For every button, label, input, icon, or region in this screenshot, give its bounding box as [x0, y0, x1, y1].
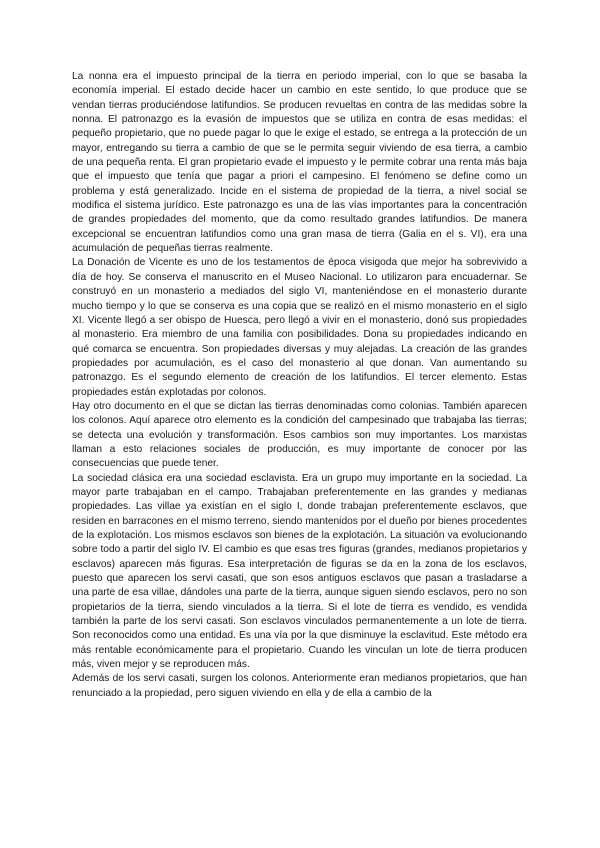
- paragraph-donacion-vicente: La Donación de Vicente es uno de los testamentos de época visigoda que mejor ha sobrevivido a día de hoy. Se conserva el manuscrito en el Museo Nacional. Lo utilizaron para encuadernar. Se construyó en un monasterio a mediados del siglo VI, manteniéndose en el monasterio durante mucho tiempo y lo que se conserva es una copia que se realizó en el mismo monasterio en el siglo XI. Vicente llegó a ser obispo de Huesca, pero llegó a vivir en el monasterio, donó sus propiedades al monasterio. Era miembro de una familia con posibilidades. Dona su propiedades indicando en qué comarca se encuentra. Son propiedades diversas y muy alejadas. La creación de las grandes propiedades por acumulación, es el caso del monasterio al que donan. Van aumentando su patronazgo. Es el segundo elemento de creación de los latifundios. El tercer elemento. Estas propiedades están explotadas por colonos.: [72, 257, 527, 398]
- paragraph-nonna-patronazgo: La nonna era el impuesto principal de la tierra en periodo imperial, con lo que se basaba la economía imperial. El estado decide hacer un cambio en este sentido, lo que produce que se vendan tierras produciéndose latifundios. Se producen revueltas en contra de las medidas sobre la nonna. El patronazgo es la evasión de impuestos que se utiliza en contra de esas medidas: el pequeño propietario, que no puede pagar lo que le exige el estado, se entrega a la protección de un mayor, entregando su tierra a cambio de que se le permita seguir viviendo de esa tierra, a cambio de una pequeña renta. El gran propietario evade el impuesto y le permite cobrar una renta más baja que el impuesto que tenía que pagar a priori el campesino. El fenómeno se define como un problema y está generalizado. Incide en el sistema de propiedad de la tierra, a nivel social se modifica el sistema jurídico. Este patronazgo es una de las vías importantes para la concentración de grandes propiedades del momento, que da como resultado grandes latifundios. De manera excepcional se encuentran latifundios como una gran masa de tierra (Galia en el s. VI), era una acumulación de pequeñas tierras realmente.: [72, 71, 527, 255]
- paragraph-sociedad-esclavista: La sociedad clásica era una sociedad esclavista. Era un grupo muy importante en la sociedad. La mayor parte trabajaban en el campo. Trabajaban preferentemente en las grandes y medianas propiedades. Las villae ya existían en el siglo I, donde trabajan preferentemente esclavos, que residen en barracones en el mismo terreno, siendo mantenidos por el dueño por bienes procedentes de la explotación. Los mismos esclavos son bienes de la explotación. La situación va evolucionando sobre todo a partir del siglo IV. El cambio es que esas tres figuras (grandes, medianos propietarios y esclavos) aparecen más figuras. Esa interpretación de figuras se da en la zona de los esclavos, puesto que aparecen los servi casati, que son esos antiguos esclavos que pasan a trasladarse a una parte de esa villae, dándoles una parte de la tierra, aunque siguen siendo esclavos, pero no son propietarios de la tierra, siendo vinculados a la tierra. Si el lote de tierra es vendido, es vendida también la parte de los servi casati. Son esclavos vinculados permanentemente a un lote de tierra. Son reconocidos como una entidad. Es una vía por la que disminuye la esclavitud. Este método era más rentable económicamente para el propietario. Cuando les vinculan un lote de tierra producen más, viven mejor y se reproducen más.: [72, 472, 527, 671]
- document-page: [72, 70, 527, 701]
- paragraph-colonos: Además de los servi casati, surgen los colonos. Anteriormente eran medianos propietarios, que han renunciado a la propiedad, pero siguen viviendo en ella y de ella a cambio de la: [72, 673, 527, 699]
- paragraph-colonias: Hay otro documento en el que se dictan las tierras denominadas como colonias. También aparecen los colonos. Aquí aparece otro elemento es la condición del campesinado que trabajaba las tierras; se detecta una evolución y transformación. Esos cambios son muy importantes. Los marxistas llaman a esto relaciones sociales de producción, es muy importante de conocer por las consecuencias que puede tener.: [72, 400, 527, 470]
